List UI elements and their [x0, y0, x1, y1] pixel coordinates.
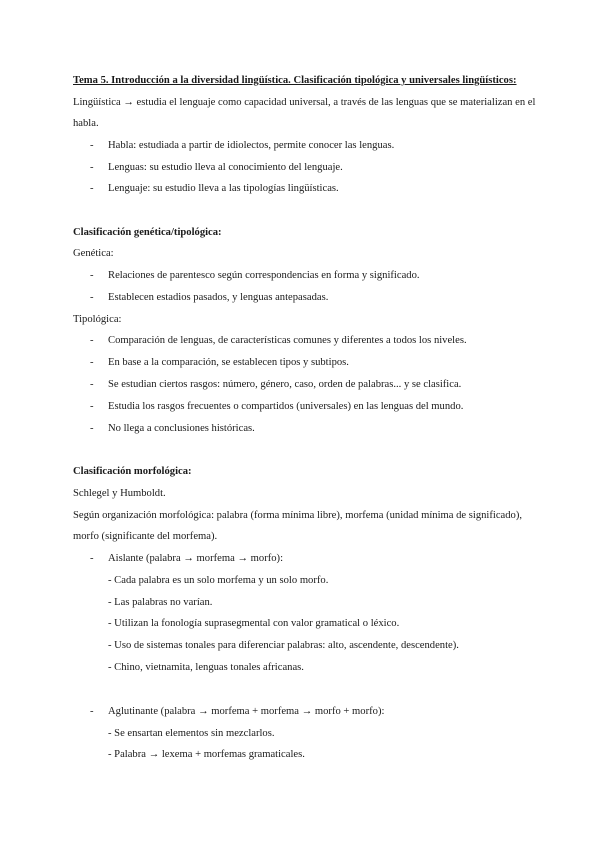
- bullet-marker: -: [90, 140, 94, 151]
- genetic-bullet: Relaciones de parentesco según correspondencias en forma y significado.: [108, 270, 420, 281]
- typological-bullet: Comparación de lenguas, de características comunes y diferentes a todos los niveles.: [108, 335, 467, 346]
- intro-line-2: habla.: [73, 118, 99, 129]
- intro-bullet-lenguas: Lenguas: su estudio lleva al conocimiento del lenguaje.: [108, 162, 343, 173]
- bullet-marker: -: [90, 292, 94, 303]
- bullet-marker: -: [90, 270, 94, 281]
- section-heading-morphological: Clasificación morfológica:: [73, 466, 192, 477]
- aislante-item: - Uso de sistemas tonales para diferenciar palabras: alto, ascendente, descendente).: [108, 640, 459, 651]
- aislante-item: - Cada palabra es un solo morfema y un solo morfo.: [108, 575, 329, 586]
- intro-line-1: Lingüística → estudia el lenguaje como capacidad universal, a través de las lenguas que se materializan en el: [73, 97, 536, 108]
- aislante-item: - Las palabras no varían.: [108, 597, 213, 608]
- aislante-item: - Chino, vietnamita, lenguas tonales africanas.: [108, 662, 304, 673]
- morph-org-line-2: morfo (significante del morfema).: [73, 531, 218, 542]
- section-heading-genetic-typological: Clasificación genética/tipológica:: [73, 227, 222, 238]
- page-title: Tema 5. Introducción a la diversidad lingüística. Clasificación tipológica y universales lingüísticos:: [73, 75, 517, 86]
- bullet-marker: -: [90, 379, 94, 390]
- aislante-label: Aislante (palabra → morfema → morfo):: [108, 553, 284, 564]
- aglutinante-label: Aglutinante (palabra → morfema + morfema → morfo + morfo):: [108, 706, 385, 717]
- bullet-marker: -: [90, 357, 94, 368]
- aglutinante-item: - Palabra → lexema + morfemas gramaticales.: [108, 749, 305, 760]
- intro-bullet-lenguaje: Lenguaje: su estudio lleva a las tipologías lingüísticas.: [108, 183, 339, 194]
- bullet-marker: -: [90, 401, 94, 412]
- typological-bullet: En base a la comparación, se establecen tipos y subtipos.: [108, 357, 349, 368]
- aislante-item: - Utilizan la fonología suprasegmental con valor gramatical o léxico.: [108, 618, 400, 629]
- typological-bullet: No llega a conclusiones históricas.: [108, 423, 255, 434]
- morph-org-line-1: Según organización morfológica: palabra (forma mínima libre), morfema (unidad mínima de significado),: [73, 510, 523, 521]
- aglutinante-item: - Se ensartan elementos sin mezclarlos.: [108, 728, 275, 739]
- typological-bullet: Se estudian ciertos rasgos: número, género, caso, orden de palabras... y se clasifica.: [108, 379, 462, 390]
- authors-line: Schlegel y Humboldt.: [73, 488, 166, 499]
- genetic-label: Genética:: [73, 248, 114, 259]
- bullet-marker: -: [90, 553, 94, 564]
- bullet-marker: -: [90, 706, 94, 717]
- bullet-marker: -: [90, 335, 94, 346]
- bullet-marker: -: [90, 423, 94, 434]
- bullet-marker: -: [90, 162, 94, 173]
- bullet-marker: -: [90, 183, 94, 194]
- genetic-bullet: Establecen estadios pasados, y lenguas antepasadas.: [108, 292, 329, 303]
- typological-label: Tipológica:: [73, 314, 122, 325]
- typological-bullet: Estudia los rasgos frecuentes o compartidos (universales) en las lenguas del mundo.: [108, 401, 464, 412]
- intro-bullet-habla: Habla: estudiada a partir de idiolectos, permite conocer las lenguas.: [108, 140, 395, 151]
